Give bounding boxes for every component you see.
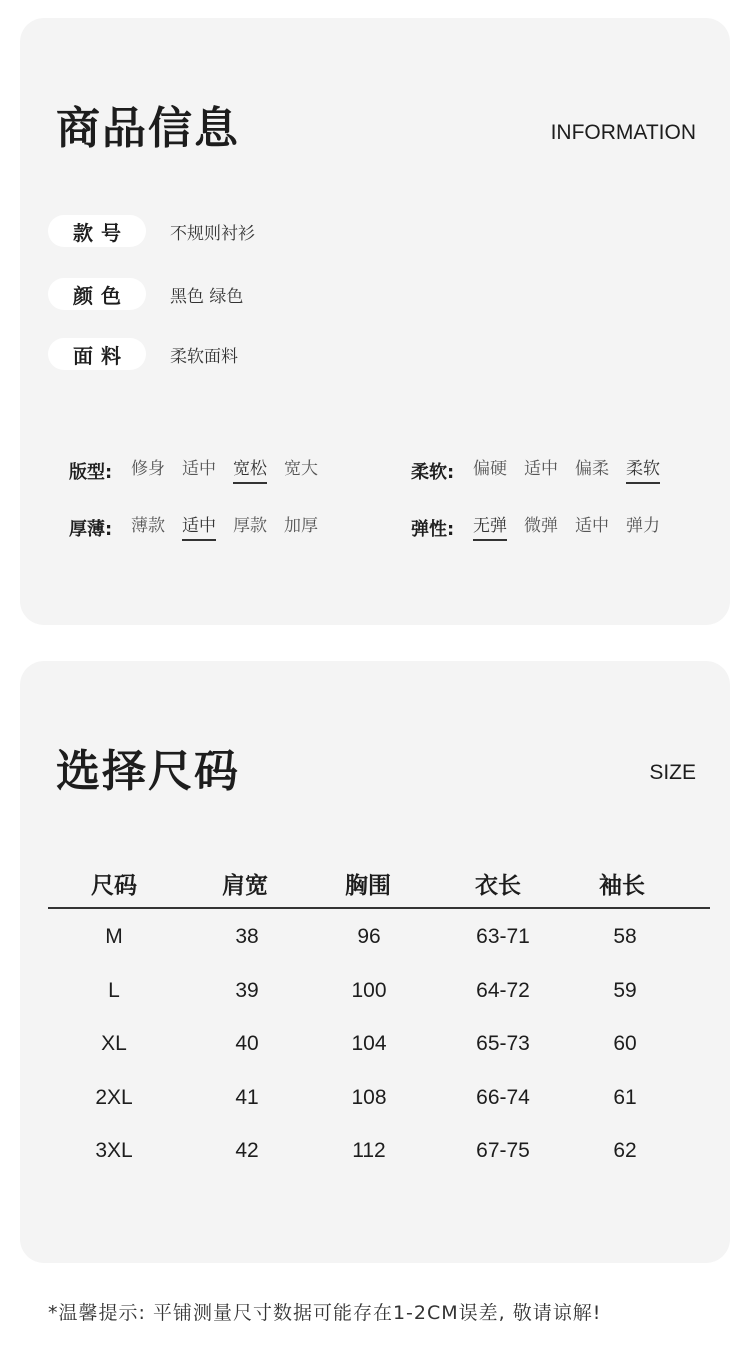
spec-option: 适中 xyxy=(524,459,558,479)
table-row xyxy=(48,1123,710,1177)
spec-label: 厚薄: xyxy=(69,519,113,540)
spec-option: 薄款 xyxy=(131,516,165,536)
spec-option: 弹力 xyxy=(626,516,660,536)
spec-option: 微弹 xyxy=(524,516,558,536)
attr-row-color xyxy=(48,278,243,310)
spec-option: 适中 xyxy=(182,459,216,479)
column-header: 胸围 xyxy=(345,873,391,899)
table-cell: 96 xyxy=(357,925,381,948)
spec-option: 偏柔 xyxy=(575,459,609,479)
spec-option-selected: 适中 xyxy=(182,515,216,541)
spec-label: 版型: xyxy=(69,462,113,483)
table-row xyxy=(48,963,710,1017)
spec-option-selected: 宽松 xyxy=(233,458,267,484)
spec-label: 柔软: xyxy=(411,462,455,483)
table-cell: 108 xyxy=(351,1085,387,1109)
table-cell: 60 xyxy=(613,1032,637,1055)
spec-option: 适中 xyxy=(575,516,609,536)
size-chart-card xyxy=(20,661,730,1263)
size-title: 选择尺码 xyxy=(56,746,240,797)
table-cell: 65-73 xyxy=(476,1032,530,1055)
spec-fit xyxy=(69,456,335,486)
spec-option: 修身 xyxy=(131,459,165,479)
spec-option-selected: 柔软 xyxy=(626,458,660,484)
spec-label: 弹性: xyxy=(411,519,455,540)
table-cell: 2XL xyxy=(95,1085,133,1109)
table-cell: 66-74 xyxy=(476,1085,530,1109)
attr-label: 款号 xyxy=(48,215,146,247)
table-cell: 61 xyxy=(613,1085,637,1109)
info-subtitle: INFORMATION xyxy=(550,121,696,144)
table-cell: 67-75 xyxy=(476,1139,530,1162)
attr-label: 面料 xyxy=(48,338,146,370)
spec-option: 加厚 xyxy=(284,516,318,536)
table-row xyxy=(48,1070,710,1124)
table-row xyxy=(48,1016,710,1070)
table-cell: XL xyxy=(101,1032,127,1055)
column-header: 衣长 xyxy=(475,873,521,899)
table-cell: L xyxy=(108,978,120,1002)
attr-label: 颜色 xyxy=(48,278,146,310)
size-subtitle: SIZE xyxy=(649,761,696,784)
table-cell: 42 xyxy=(235,1139,259,1162)
spec-option: 厚款 xyxy=(233,516,267,536)
table-cell: 3XL xyxy=(95,1139,133,1162)
spec-option: 偏硬 xyxy=(473,459,507,479)
spec-elasticity xyxy=(411,513,677,543)
column-header: 尺码 xyxy=(91,873,137,899)
spec-option: 宽大 xyxy=(284,459,318,479)
table-cell: 63-71 xyxy=(476,925,530,948)
table-cell: 104 xyxy=(351,1032,387,1055)
attr-value: 黑色 绿色 xyxy=(170,286,244,307)
attr-value: 柔软面料 xyxy=(170,346,238,367)
column-header: 袖长 xyxy=(599,873,645,899)
product-info-card xyxy=(20,18,730,625)
measurement-notice: *温馨提示: 平铺测量尺寸数据可能存在1-2CM误差, 敬请谅解! xyxy=(48,1302,602,1324)
table-cell: M xyxy=(105,925,123,948)
attr-row-fabric xyxy=(48,338,238,370)
table-cell: 39 xyxy=(235,978,259,1002)
column-header: 肩宽 xyxy=(222,873,268,899)
table-cell: 59 xyxy=(613,978,637,1002)
size-table xyxy=(48,861,710,1177)
spec-thickness xyxy=(69,513,335,543)
spec-softness xyxy=(411,456,677,486)
table-cell: 38 xyxy=(235,925,259,948)
table-header xyxy=(48,861,710,909)
table-cell: 64-72 xyxy=(476,978,530,1002)
table-cell: 41 xyxy=(235,1085,259,1109)
spec-option-selected: 无弹 xyxy=(473,515,507,541)
info-title: 商品信息 xyxy=(56,103,240,154)
table-cell: 100 xyxy=(351,978,387,1002)
table-row xyxy=(48,909,710,963)
table-cell: 40 xyxy=(235,1032,259,1055)
attr-row-style-number xyxy=(48,215,255,247)
table-cell: 112 xyxy=(352,1139,386,1162)
attr-value: 不规则衬衫 xyxy=(170,223,255,244)
table-cell: 62 xyxy=(613,1139,637,1162)
table-cell: 58 xyxy=(613,925,637,948)
